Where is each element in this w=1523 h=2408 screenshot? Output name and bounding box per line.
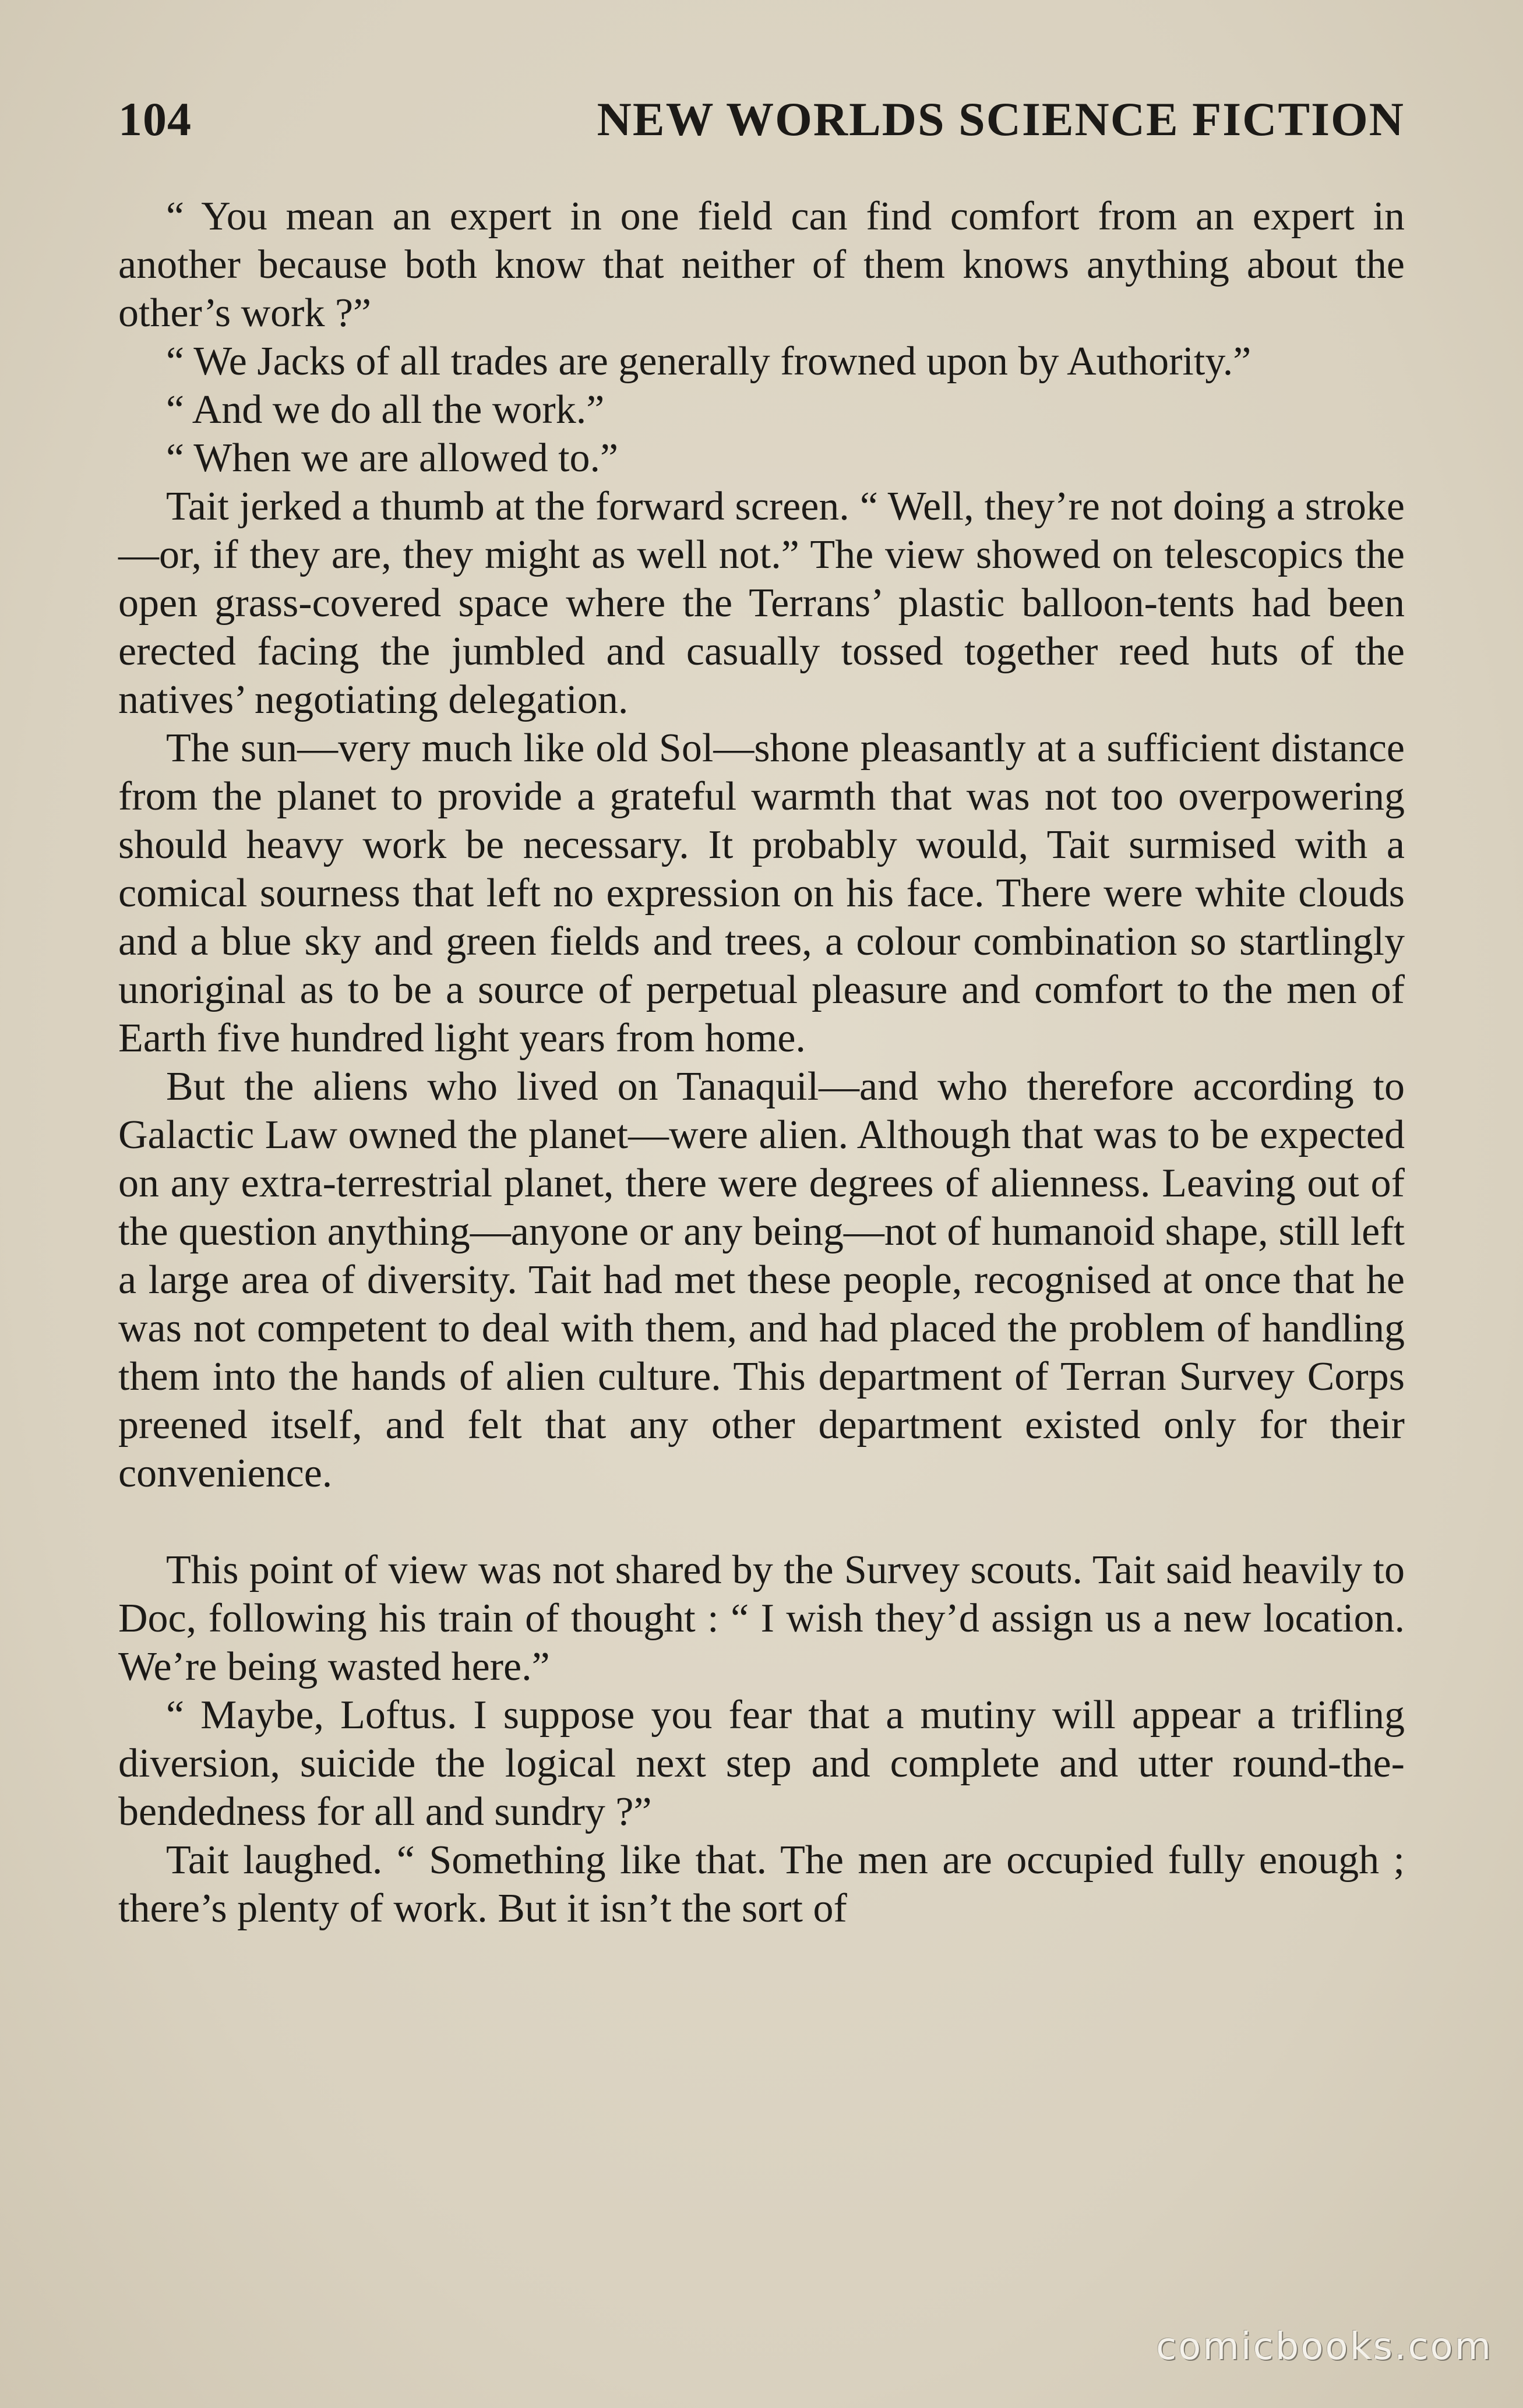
- paragraph: “ And we do all the work.”: [166, 387, 605, 432]
- watermark: comicbooks.com: [1155, 2325, 1493, 2368]
- section-break: [118, 1498, 1405, 1546]
- paragraph: Tait laughed. “ Something like that. The men are occupied fully enough ; there’s plenty of work. But it isn’t the sort of: [118, 1838, 1405, 1931]
- running-title: NEW WORLDS SCIENCE FICTION: [597, 93, 1405, 146]
- body-text: [118, 192, 1405, 1933]
- paragraph: “ When we are allowed to.”: [166, 436, 619, 481]
- paragraph: “ Maybe, Loftus. I suppose you fear that a mutiny will appear a trifling diversion, suicide the logical next step and complete and utter round-the-bendedness for all and sundry ?”: [118, 1693, 1405, 1834]
- paragraph: “ We Jacks of all trades are generally frowned upon by Authority.”: [166, 339, 1251, 384]
- page-number: 104: [118, 93, 192, 146]
- page-header: [118, 87, 1405, 151]
- paragraph: But the aliens who lived on Tanaquil—and who therefore according to Galactic Law owned the planet—were alien. Although that was to be expected on any extra-terrestrial planet, there were degrees of alienness. Leaving out of the question anything—anyone or any being—not of humanoid shape, still left a large area of diversity. Tait had met these people, recognised at once that he was not competent to deal with them, and had placed the problem of handling them into the hands of alien culture. This department of Terran Survey Corps preened itself, and felt that any other department existed only for their convenience.: [118, 1064, 1405, 1496]
- paragraph: This point of view was not shared by the Survey scouts. Tait said heavily to Doc, following his train of thought : “ I wish they’d assign us a new location. We’re being wasted here.”: [118, 1548, 1405, 1689]
- paragraph: “ You mean an expert in one field can find comfort from an expert in another because both know that neither of them knows anything about the other’s work ?”: [118, 194, 1405, 336]
- paragraph: The sun—very much like old Sol—shone pleasantly at a sufficient distance from the planet to provide a grateful warmth that was not too overpowering should heavy work be necessary. It probably would, Tait surmised with a comical sourness that left no expression on his face. There were white clouds and a blue sky and green fields and trees, a colour combination so startlingly unoriginal as to be a source of perpetual pleasure and comfort to the men of Earth five hundred light years from home.: [118, 726, 1405, 1061]
- paragraph: Tait jerked a thumb at the forward screen. “ Well, they’re not doing a stroke—or, if they are, they might as well not.” The view showed on telescopics the open grass-covered space where the Terrans’ plastic balloon-tents had been erected facing the jumbled and casually tossed together reed huts of the natives’ negotiating delegation.: [118, 484, 1405, 722]
